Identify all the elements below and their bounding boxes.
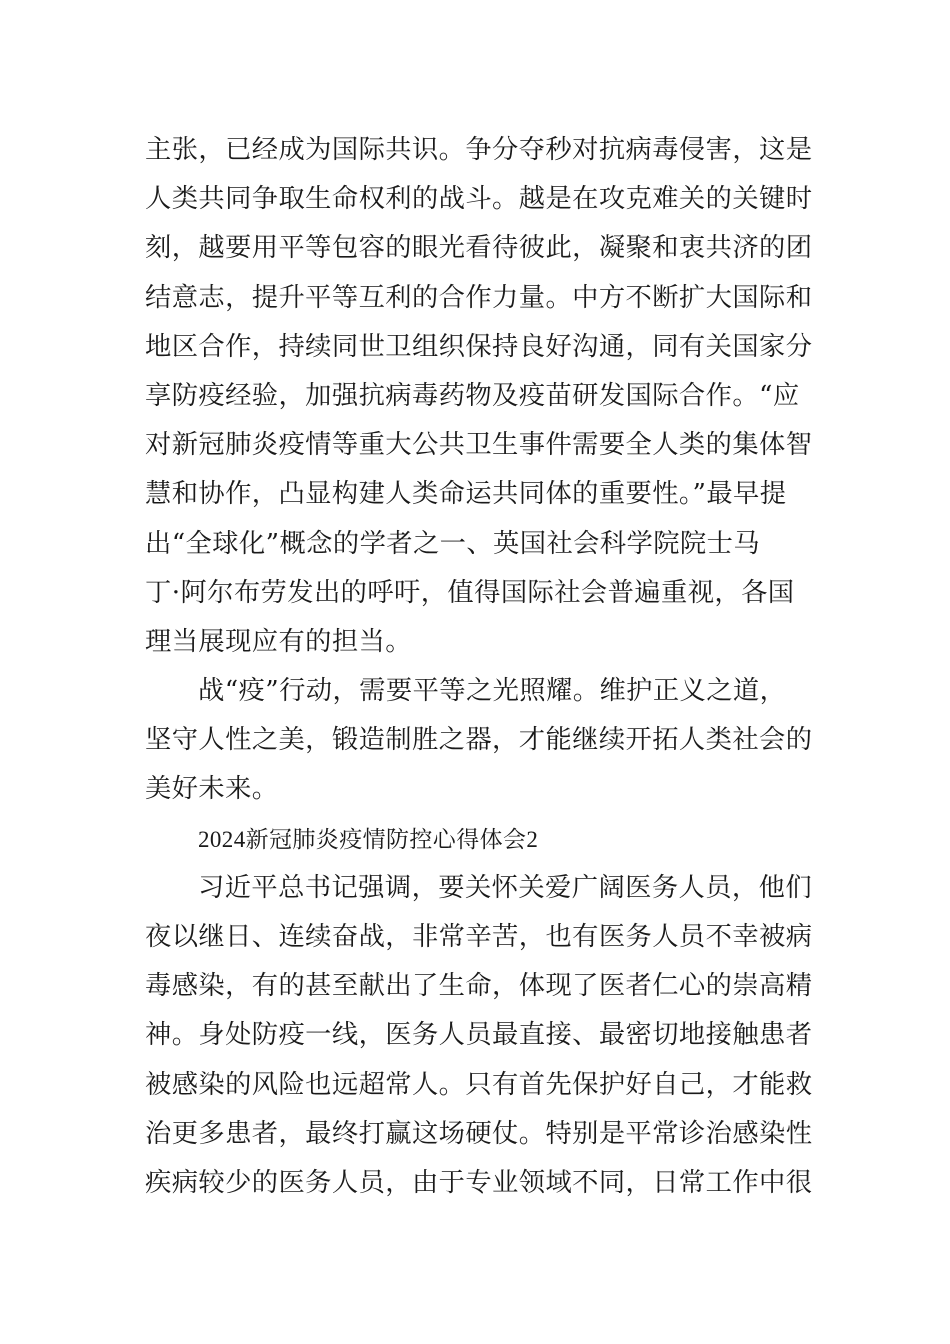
paragraph-first-line: 习近平总书记强调，要关怀关爱广阔医务人员，他们 [198,872,813,903]
text-line: 丁·阿尔布劳发出的呼吁，值得国际社会普遍重视，各国 [145,577,795,608]
document-body [145,126,813,1208]
text-line: 刻，越要用平等包容的眼光看待彼此，凝聚和衷共济的团 [145,233,813,264]
text-line: 人类共同争取生命权利的战斗。越是在攻克难关的关键时 [145,184,813,215]
text-line: 慧和协作，凸显构建人类命运共同体的重要性。”最早提 [145,479,787,510]
text-line: 坚守人性之美，锻造制胜之器，才能继续开拓人类社会的 [145,725,813,756]
text-line: 毒感染，有的甚至献出了生命，体现了医者仁心的崇高精 [145,971,813,1002]
text-line: 对新冠肺炎疫情等重大公共卫生事件需要全人类的集体智 [145,430,813,461]
paragraph-first-line: 战“疫”行动，需要平等之光照耀。维护正义之道， [198,676,787,707]
text-line: 治更多患者，最终打赢这场硬仗。特别是平常诊治感染性 [145,1118,813,1149]
text-line: 疾病较少的医务人员，由于专业领域不同，日常工作中很 [145,1167,813,1198]
text-line: 地区合作，持续同世卫组织保持良好沟通，同有关国家分 [145,331,813,362]
text-line: 主张，已经成为国际共识。争分夺秒对抗病毒侵害，这是 [145,135,813,165]
section-heading: 2024新冠肺炎疫情防控心得体会2 [198,826,539,852]
text-line: 神。身处防疫一线，医务人员最直接、最密切地接触患者 [145,1020,813,1051]
text-line: 美好未来。 [145,774,279,805]
text-line: 夜以继日、连续奋战，非常辛苦，也有医务人员不幸被病 [145,922,813,952]
text-line: 出“全球化”概念的学者之一、英国社会科学院院士马 [145,528,761,559]
text-line: 享防疫经验，加强抗病毒药物及疫苗研发国际合作。“应 [145,380,800,411]
text-line: 被感染的风险也远超常人。只有首先保护好自己，才能救 [145,1069,813,1100]
text-line: 结意志，提升平等互利的合作力量。中方不断扩大国际和 [145,282,813,313]
text-line: 理当展现应有的担当。 [145,626,412,657]
